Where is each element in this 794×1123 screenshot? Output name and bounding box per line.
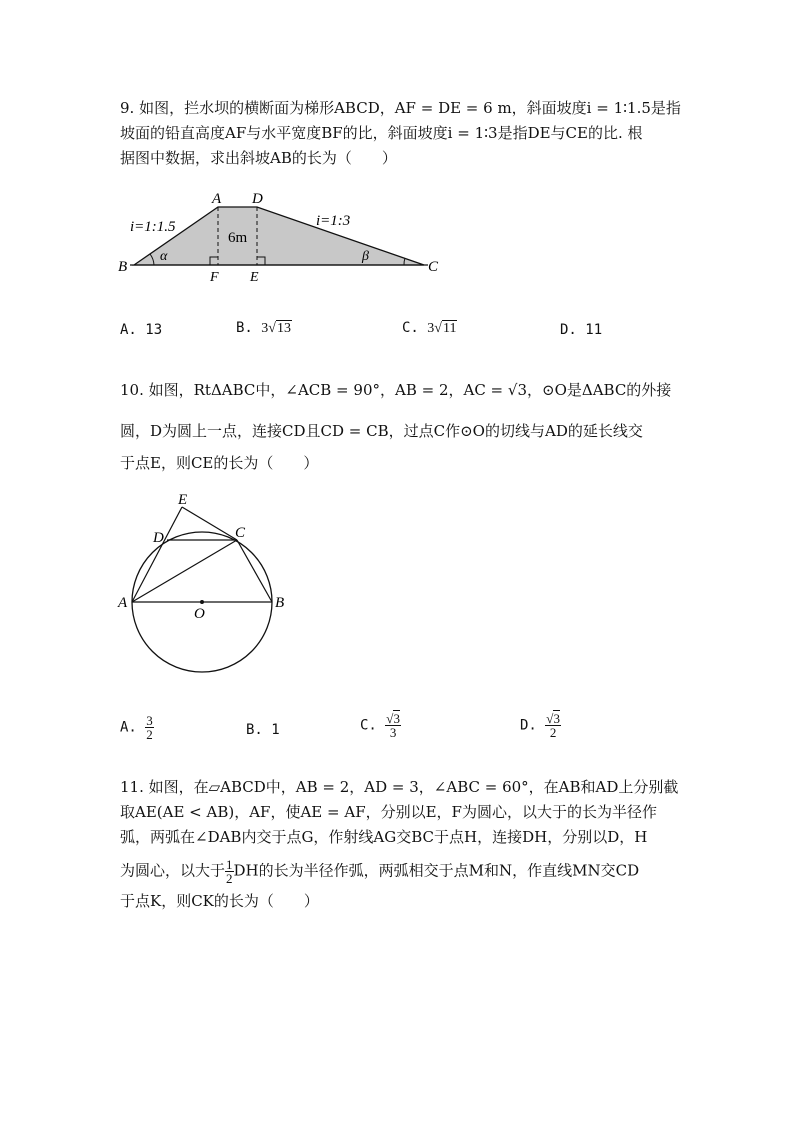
q9-option-b-coef: 3 xyxy=(261,321,269,336)
q9-slope-right: i=1:3 xyxy=(316,213,351,229)
q10-label-c: C xyxy=(235,525,246,541)
q10-option-c-prefix: C. xyxy=(360,717,386,734)
q11-half-num: 1 xyxy=(226,857,233,872)
q9-line-1: 9. 如图，拦水坝的横断面为梯形ABCD，AF = DE = 6 m，斜面坡度i = 1∶1.5是指 xyxy=(120,99,681,117)
q10-line-2: 圆，D为圆上一点，连接CD且CD = CB，过点C作⊙O的切线与AD的延长线交 xyxy=(120,422,643,440)
q9-option-c[interactable] xyxy=(402,320,457,337)
q9-option-a[interactable]: A. 13 xyxy=(120,322,163,338)
q9-label-f: F xyxy=(210,270,219,285)
q9-line-2: 坡面的铅直高度AF与水平宽度BF的比，斜面坡度i = 1∶3是指DE与CE的比. 根 xyxy=(120,124,643,142)
q9-label-e: E xyxy=(250,270,259,285)
q9-option-d[interactable]: D. 11 xyxy=(560,322,603,338)
q9-option-b-value: 3√13 xyxy=(261,321,291,336)
q9-option-c-radicand: 11 xyxy=(442,321,457,336)
q10-option-c-num: √3 xyxy=(386,711,400,726)
q11-half-den: 2 xyxy=(226,871,233,886)
q10-option-d-prefix: D. xyxy=(520,717,546,734)
q10-option-d-num: √3 xyxy=(546,711,560,726)
q9-option-b-radicand: 13 xyxy=(276,321,291,336)
q11-line-2: 取AE(AE < AB)，AF，使AE = AF，分别以E，F为圆心，以大于的长为半径作 xyxy=(120,803,657,821)
q10-circle-figure xyxy=(110,490,310,680)
q9-label-a: A xyxy=(212,191,222,207)
q10-tangent-ce xyxy=(182,507,237,540)
q11-line-4 xyxy=(120,858,639,885)
q10-label-b: B xyxy=(275,595,285,611)
q10-option-d[interactable] xyxy=(520,712,561,739)
q10-option-c-den: 3 xyxy=(389,725,397,740)
q10-option-a-prefix: A. xyxy=(120,719,146,736)
q10-segment-cb xyxy=(237,540,272,602)
q9-label-b: B xyxy=(118,259,128,275)
q9-option-c-prefix: C. xyxy=(402,320,428,336)
q9-height-label: 6m xyxy=(228,230,248,246)
q10-line-1: 10. 如图，RtΔABC中，∠ACB = 90°，AB = 2，AC = √3，⊙O是ΔABC的外接 xyxy=(120,381,672,399)
q10-option-a-den: 2 xyxy=(146,727,153,742)
q9-slope-left: i=1:1.5 xyxy=(130,219,176,235)
q10-option-c[interactable] xyxy=(360,712,401,739)
q10-line-3: 于点E，则CE的长为（ ） xyxy=(120,454,319,472)
q10-label-e: E xyxy=(178,492,188,508)
q9-option-b[interactable] xyxy=(236,320,292,337)
q10-center-point xyxy=(200,600,204,604)
q11-line-5: 于点K，则CK的长为（ ） xyxy=(120,892,319,910)
q11-line-1: 11. 如图，在▱ABCD中，AB = 2，AD = 3，∠ABC = 60°，在AB和AD上分别截 xyxy=(120,778,679,796)
q10-option-d-den: 2 xyxy=(549,725,557,740)
q9-option-b-prefix: B. xyxy=(236,320,262,336)
q10-option-b[interactable]: B. 1 xyxy=(246,722,280,738)
q9-alpha: α xyxy=(160,249,168,264)
q10-option-d-radicand: 3 xyxy=(553,711,560,726)
q10-option-a[interactable] xyxy=(120,714,154,741)
q9-option-c-coef: 3 xyxy=(427,321,435,336)
q9-line-3: 据图中数据，求出斜坡AB的长为（ ） xyxy=(120,149,397,167)
q10-option-a-num: 3 xyxy=(146,713,153,728)
q11-line-4-pre: 为圆心，以大于 xyxy=(120,861,226,880)
q9-trapezoid xyxy=(134,207,424,265)
q9-trapezoid-figure xyxy=(110,185,450,285)
q10-option-a-fraction xyxy=(145,714,154,741)
q9-beta: β xyxy=(362,249,369,264)
q11-line-3: 弧，两弧在∠DAB内交于点G，作射线AG交BC于点H，连接DH，分别以D，H xyxy=(120,828,648,846)
q10-label-o: O xyxy=(194,606,205,622)
q10-label-d: D xyxy=(153,530,164,546)
q11-line-4-post: DH的长为半径作弧，两弧相交于点M和N，作直线MN交CD xyxy=(233,861,640,880)
q9-label-c: C xyxy=(428,259,439,275)
q9-label-d: D xyxy=(252,191,263,207)
q10-label-a: A xyxy=(118,595,128,611)
q11-half-fraction xyxy=(225,858,234,885)
q10-option-c-radicand: 3 xyxy=(393,711,400,726)
q10-option-d-fraction xyxy=(545,712,561,739)
q10-option-c-fraction xyxy=(385,712,401,739)
q9-option-c-value: 3√11 xyxy=(427,321,457,336)
